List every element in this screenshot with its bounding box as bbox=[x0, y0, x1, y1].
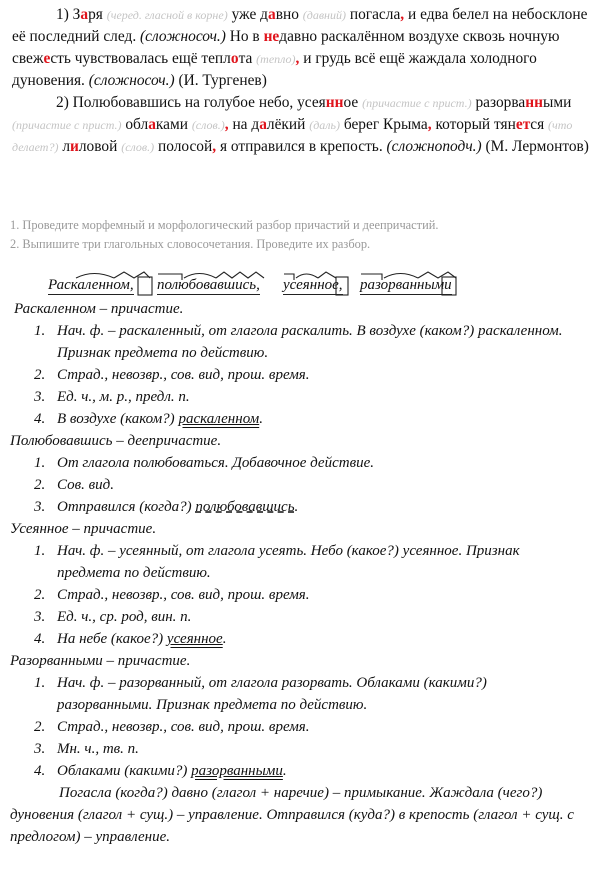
list-item: 1. Нач. ф. – раскаленный, от глагола раскалить. В воздухе (каком?) раскаленном. Признак предмета по действию. bbox=[34, 323, 563, 361]
list-item: 1. От глагола полюбоваться. Добавочное действие. bbox=[34, 455, 374, 471]
list-item: 3. Ед. ч., м. р., предл. п. bbox=[34, 389, 190, 405]
parsing bbox=[0, 298, 600, 848]
section-heading: Разорванными – причастие. bbox=[10, 653, 191, 669]
list-item: 3. Ед. ч., ср. род, вин. п. bbox=[34, 609, 192, 625]
prefix-mark bbox=[158, 274, 182, 280]
source-text bbox=[12, 4, 596, 159]
section-3 bbox=[0, 518, 600, 650]
prefix-mark bbox=[361, 274, 382, 280]
list-item: 4. В воздухе (каком?) раскаленном. bbox=[34, 411, 263, 427]
list-item: 2. Страд., невозвр., сов. вид, прош. время. bbox=[34, 719, 310, 735]
list-item: 1. Нач. ф. – усеянный, от глагола усеять. Небо (какое?) усеянное. Признак предмета по действию. bbox=[34, 543, 520, 581]
prefix-mark bbox=[284, 274, 294, 280]
root-arc bbox=[384, 274, 418, 279]
list-item: 2. Сов. вид. bbox=[34, 477, 114, 493]
task-item: 1. Проведите морфемный и морфологический разбор причастий и деепричастий. bbox=[10, 218, 439, 232]
task-list bbox=[10, 216, 595, 254]
ending-box bbox=[336, 277, 348, 295]
section-2 bbox=[0, 430, 600, 518]
morph-word-2: полюбовавшись, bbox=[157, 277, 260, 293]
root-arc bbox=[184, 274, 216, 279]
suffix-cap bbox=[216, 272, 264, 278]
morph-word-1: Раскаленном, bbox=[48, 277, 134, 293]
suffix-cap bbox=[318, 272, 336, 278]
root-arc bbox=[76, 274, 114, 279]
verb-phrases: Погасла (когда?) давно (глагол + наречие) – примыкание. Жаждала (чего?) дуновения (глагол + сущ.) – управление. Отправился (куда?) в крепость (глагол + сущ. с предлогом) – управление. bbox=[10, 785, 574, 845]
ending-box bbox=[138, 277, 152, 295]
morpheme-words bbox=[44, 270, 600, 298]
morph-word-4: разорванными bbox=[360, 277, 452, 293]
list-item: 3. Мн. ч., тв. п. bbox=[34, 741, 139, 757]
list-item: 4. На небе (какое?) усеянное. bbox=[34, 631, 227, 647]
list-item: 4. Облаками (какими?) разорванными. bbox=[34, 763, 287, 779]
morpheme-marks bbox=[44, 270, 600, 298]
task-item: 2. Выпишите три глагольных словосочетания. Проведите их разбор. bbox=[10, 237, 371, 251]
morph-word-3: усеянное, bbox=[283, 277, 343, 293]
sentence-2: 2) Полюбовавшись на голубое небо, усеянное (причастие с прист.) разорванными (причастие с прист.) облаками (слов.), на далёкий (даль) берег Крыма, который тянется (что делает?) лиловой (слов.) полосой, я отправился в крепость. (сложноподч.) (М. Лермонтов) bbox=[12, 93, 589, 156]
section-heading: Усеянное – причастие. bbox=[10, 521, 157, 537]
section-heading: Полюбовавшись – деепричастие. bbox=[10, 433, 222, 449]
list-item: 2. Страд., невозвр., сов. вид, прош. время. bbox=[34, 367, 310, 383]
section-heading: Раскаленном – причастие. bbox=[14, 301, 184, 317]
sentence-1: 1) Заря (черед. гласной в корне) уже давно (давний) погасла, и едва белел на небосклоне её последний след. (сложносоч.) Но в недавно раскалённом воздухе сквозь ночную свежесть чувствовалась ещё теплота (тепло), и грудь всё ещё жаждала холодного дуновения. (сложносоч.) (И. Тургенев) bbox=[12, 6, 588, 90]
list-item: 2. Страд., невозвр., сов. вид, прош. время. bbox=[34, 587, 310, 603]
root-arc bbox=[296, 274, 318, 278]
section-1 bbox=[0, 298, 600, 430]
list-item: 1. Нач. ф. – разорванный, от глагола разорвать. Облаками (какими?) разорванными. Признак предмета по действию. bbox=[34, 675, 487, 713]
section-4 bbox=[0, 650, 600, 782]
list-item: 3. Отправился (когда?) полюбовавшись. bbox=[34, 499, 299, 515]
ending-box bbox=[442, 277, 456, 295]
